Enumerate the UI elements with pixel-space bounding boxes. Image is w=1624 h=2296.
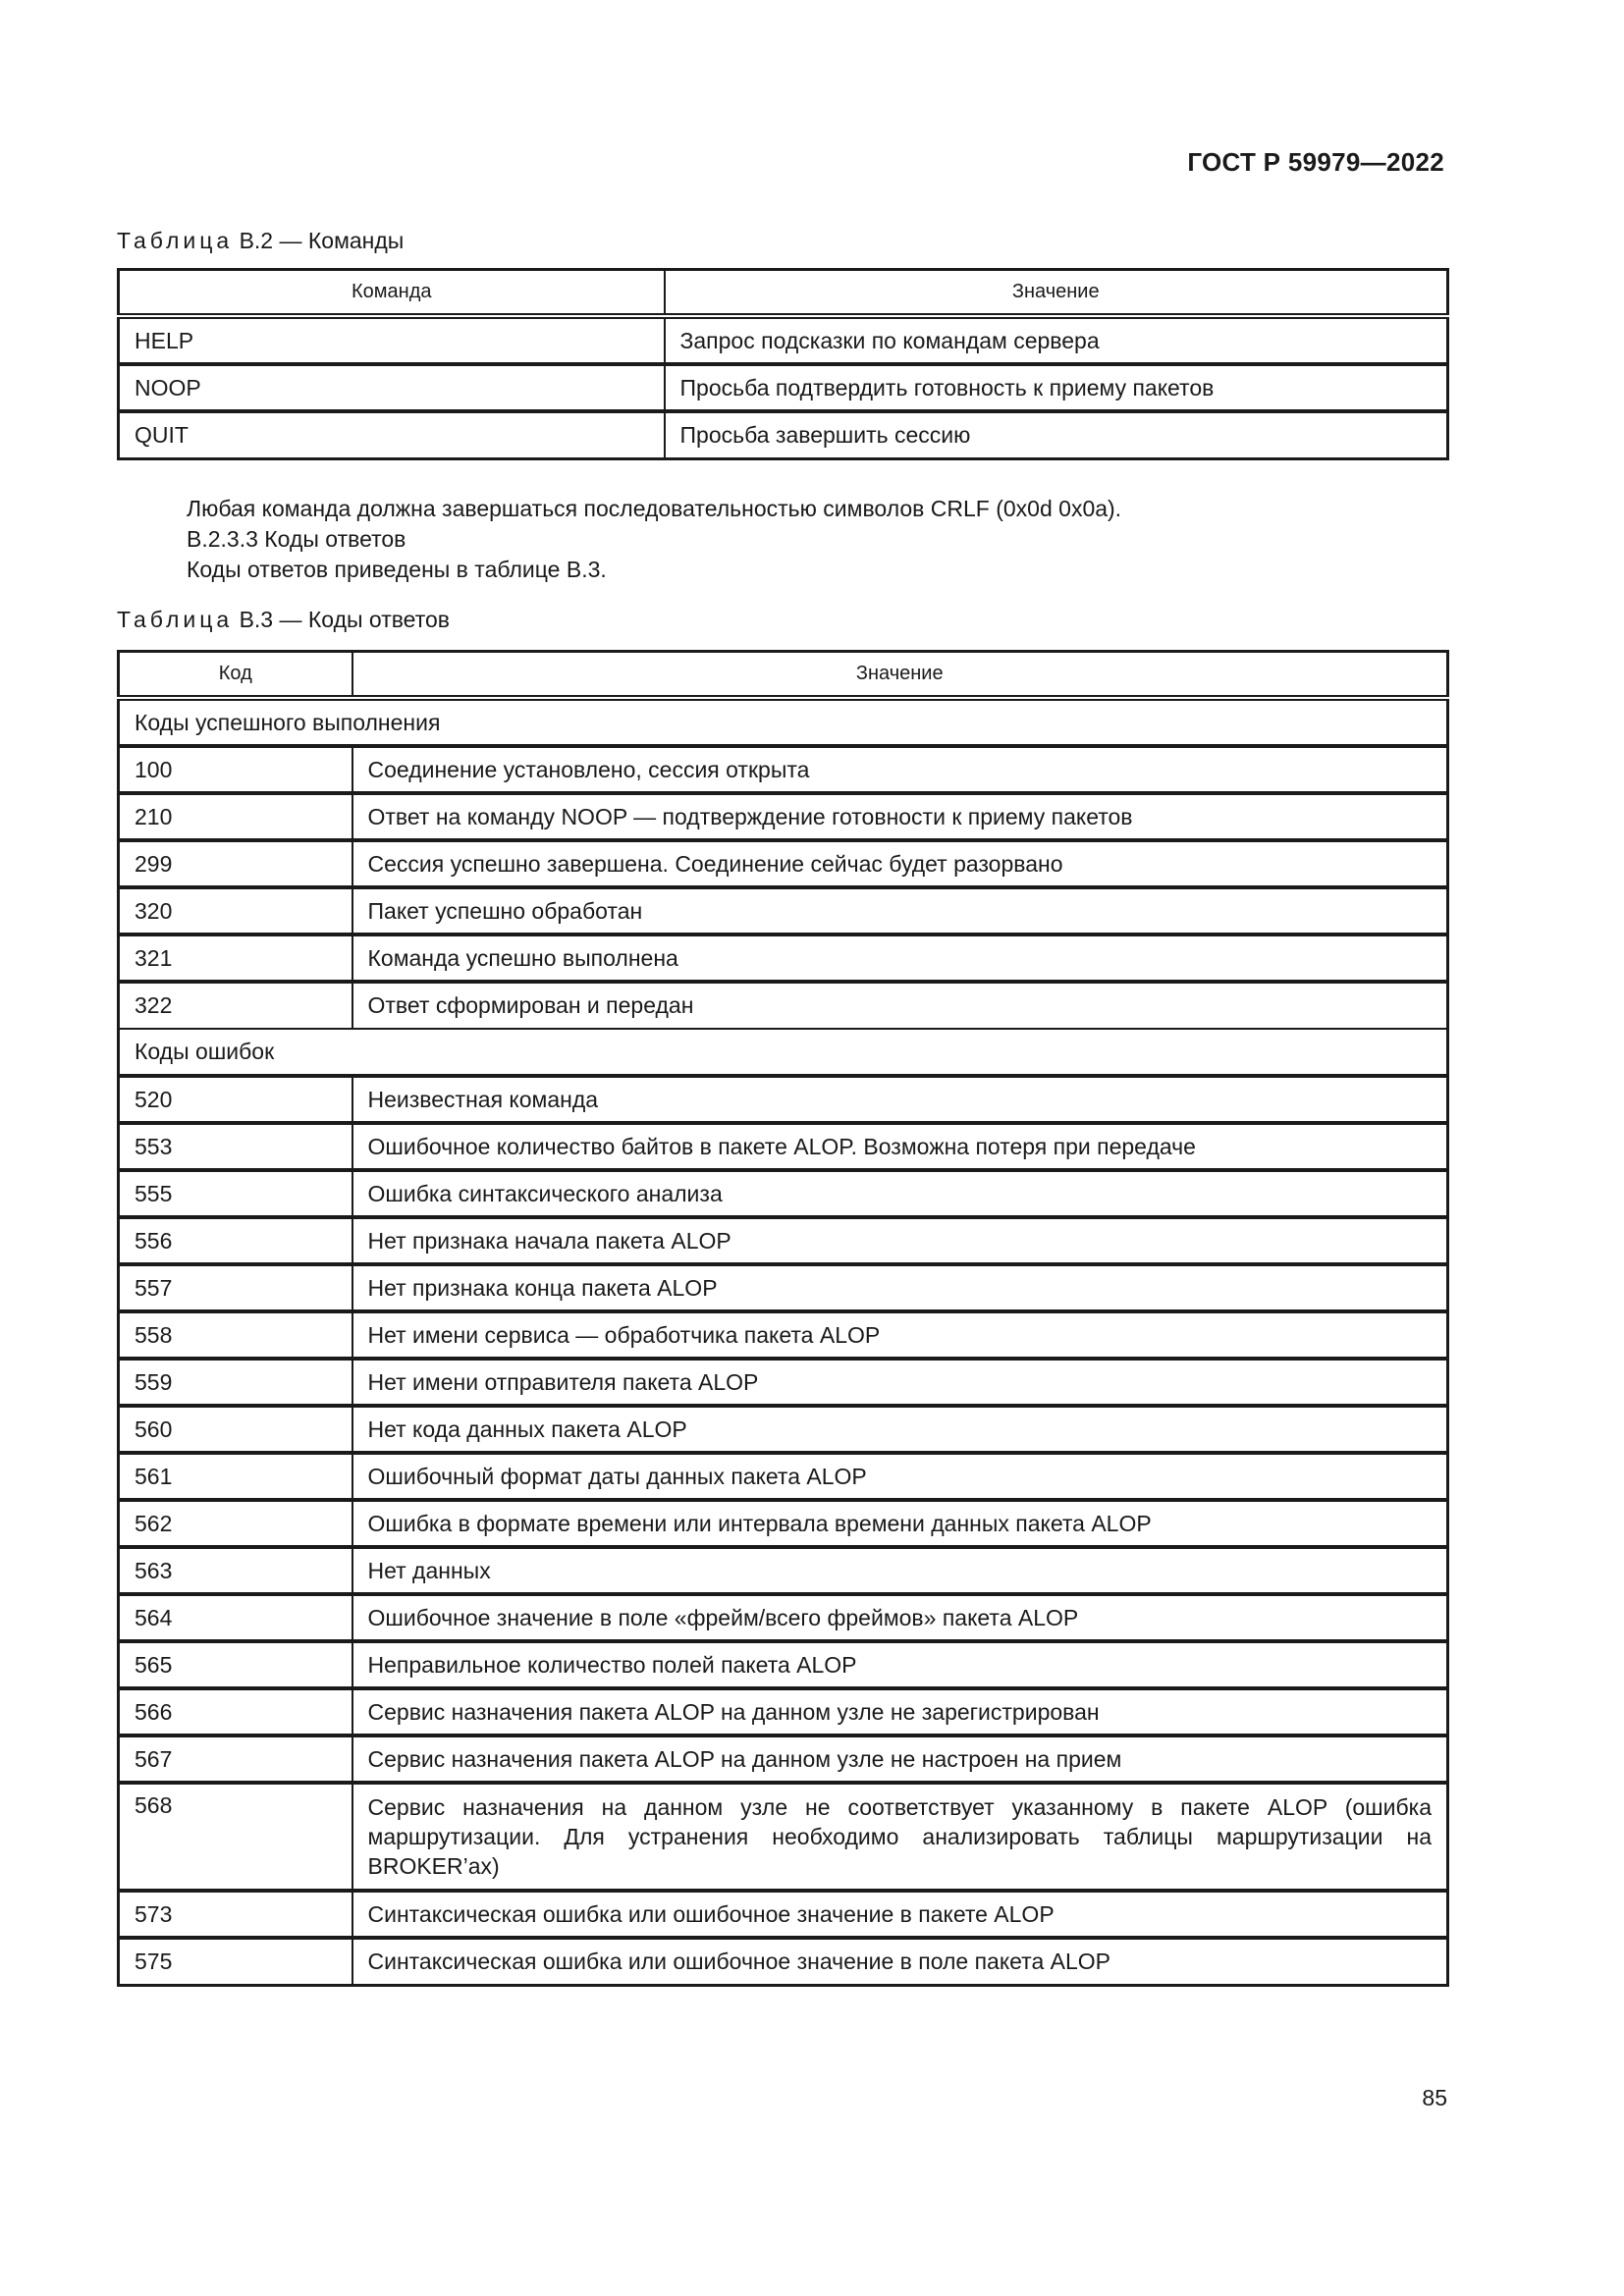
table-row (119, 1783, 1448, 1891)
table-row (119, 1217, 1448, 1264)
table-row (119, 316, 1448, 364)
meaning-cell: Синтаксическая ошибка или ошибочное значение в поле пакета ALOP (352, 1938, 1448, 1985)
meaning-cell: Ошибочное количество байтов в пакете ALOP. Возможна потеря при передаче (352, 1123, 1448, 1170)
code-cell: 561 (119, 1453, 352, 1500)
code-cell: 322 (119, 982, 352, 1029)
table-row (119, 793, 1448, 840)
meaning-cell: Ошибка в формате времени или интервала времени данных пакета ALOP (352, 1500, 1448, 1547)
meaning-cell: Просьба завершить сессию (665, 411, 1448, 458)
document-code: ГОСТ Р 59979—2022 (1187, 147, 1444, 177)
meaning-cell: Сервис назначения пакета ALOP на данном узле не настроен на прием (352, 1735, 1448, 1783)
column-header-command: Команда (119, 270, 665, 317)
code-cell: 320 (119, 887, 352, 934)
meaning-cell: Нет кода данных пакета ALOP (352, 1406, 1448, 1453)
command-cell: QUIT (119, 411, 665, 458)
code-cell: 568 (119, 1783, 352, 1891)
code-cell: 559 (119, 1359, 352, 1406)
code-cell: 520 (119, 1076, 352, 1123)
meaning-cell: Ответ сформирован и передан (352, 982, 1448, 1029)
response-codes-table (117, 650, 1449, 1987)
code-cell: 555 (119, 1170, 352, 1217)
table-row (119, 840, 1448, 887)
meaning-cell: Синтаксическая ошибка или ошибочное значение в пакете ALOP (352, 1891, 1448, 1938)
table-row (119, 1500, 1448, 1547)
meaning-cell: Ошибка синтаксического анализа (352, 1170, 1448, 1217)
meaning-cell: Ошибочное значение в поле «фрейм/всего фреймов» пакета ALOP (352, 1594, 1448, 1641)
meaning-cell: Нет признака начала пакета ALOP (352, 1217, 1448, 1264)
code-cell: 299 (119, 840, 352, 887)
group-row-errors (119, 1029, 1448, 1076)
command-cell: HELP (119, 316, 665, 364)
table-row (119, 1406, 1448, 1453)
code-cell: 557 (119, 1264, 352, 1311)
code-cell: 558 (119, 1311, 352, 1359)
code-cell: 575 (119, 1938, 352, 1985)
table-row (119, 1123, 1448, 1170)
code-cell: 564 (119, 1594, 352, 1641)
code-cell: 556 (119, 1217, 352, 1264)
meaning-cell: Ошибочный формат даты данных пакета ALOP (352, 1453, 1448, 1500)
table-row (119, 1938, 1448, 1985)
meaning-cell: Запрос подсказки по командам сервера (665, 316, 1448, 364)
meaning-cell: Нет имени отправителя пакета ALOP (352, 1359, 1448, 1406)
table-row (119, 1453, 1448, 1500)
caption-title: В.3 — Коды ответов (233, 607, 451, 632)
table-row (119, 364, 1448, 411)
meaning-cell: Нет имени сервиса — обработчика пакета ALOP (352, 1311, 1448, 1359)
meaning-cell: Сервис назначения пакета ALOP на данном узле не зарегистрирован (352, 1688, 1448, 1735)
command-cell: NOOP (119, 364, 665, 411)
code-cell: 560 (119, 1406, 352, 1453)
meaning-cell: Сервис назначения на данном узле не соответствует указанному в пакете ALOP (ошибка маршрутизации. Для устранения необходимо анализировать таблицы маршрутизации на BROKER’ах) (352, 1783, 1448, 1891)
table-b2-caption (117, 228, 404, 254)
meaning-cell: Неправильное количество полей пакета ALOP (352, 1641, 1448, 1688)
caption-prefix: Таблица (117, 228, 234, 253)
meaning-cell: Ответ на команду NOOP — подтверждение готовности к приему пакетов (352, 793, 1448, 840)
table-header-row (119, 652, 1448, 699)
table-row (119, 1735, 1448, 1783)
code-cell: 210 (119, 793, 352, 840)
column-header-code: Код (119, 652, 352, 699)
code-cell: 321 (119, 934, 352, 982)
table-row (119, 982, 1448, 1029)
table-row (119, 746, 1448, 793)
paragraph-crlf: Любая команда должна завершаться последовательностью символов CRLF (0x0d 0x0a). (187, 496, 1122, 521)
table-row (119, 1076, 1448, 1123)
column-header-meaning: Значение (352, 652, 1448, 699)
meaning-cell: Нет признака конца пакета ALOP (352, 1264, 1448, 1311)
paragraph-table-reference: Коды ответов приведены в таблице В.3. (187, 557, 607, 582)
group-row-success (119, 698, 1448, 746)
column-header-meaning: Значение (665, 270, 1448, 317)
code-cell: 566 (119, 1688, 352, 1735)
group-title: Коды ошибок (119, 1029, 1448, 1076)
table-row (119, 1594, 1448, 1641)
code-cell: 567 (119, 1735, 352, 1783)
section-heading-response-codes: В.2.3.3 Коды ответов (187, 526, 406, 552)
table-row (119, 1264, 1448, 1311)
code-cell: 100 (119, 746, 352, 793)
table-row (119, 1891, 1448, 1938)
table-b3-caption (117, 607, 450, 633)
code-cell: 573 (119, 1891, 352, 1938)
table-row (119, 1547, 1448, 1594)
meaning-cell: Сессия успешно завершена. Соединение сейчас будет разорвано (352, 840, 1448, 887)
caption-title: В.2 — Команды (233, 228, 405, 253)
code-cell: 553 (119, 1123, 352, 1170)
meaning-cell: Неизвестная команда (352, 1076, 1448, 1123)
table-header-row (119, 270, 1448, 317)
table-row (119, 411, 1448, 458)
table-row (119, 1641, 1448, 1688)
meaning-cell: Пакет успешно обработан (352, 887, 1448, 934)
table-row (119, 1311, 1448, 1359)
code-cell: 562 (119, 1500, 352, 1547)
caption-prefix: Таблица (117, 607, 234, 632)
table-row (119, 887, 1448, 934)
meaning-cell: Просьба подтвердить готовность к приему пакетов (665, 364, 1448, 411)
table-row (119, 1359, 1448, 1406)
table-row (119, 934, 1448, 982)
code-cell: 565 (119, 1641, 352, 1688)
commands-table (117, 268, 1449, 460)
group-title: Коды успешного выполнения (119, 698, 1448, 746)
table-row (119, 1688, 1448, 1735)
meaning-cell: Нет данных (352, 1547, 1448, 1594)
meaning-cell: Соединение установлено, сессия открыта (352, 746, 1448, 793)
table-row (119, 1170, 1448, 1217)
meaning-cell: Команда успешно выполнена (352, 934, 1448, 982)
code-cell: 563 (119, 1547, 352, 1594)
page-number: 85 (1422, 2085, 1447, 2110)
